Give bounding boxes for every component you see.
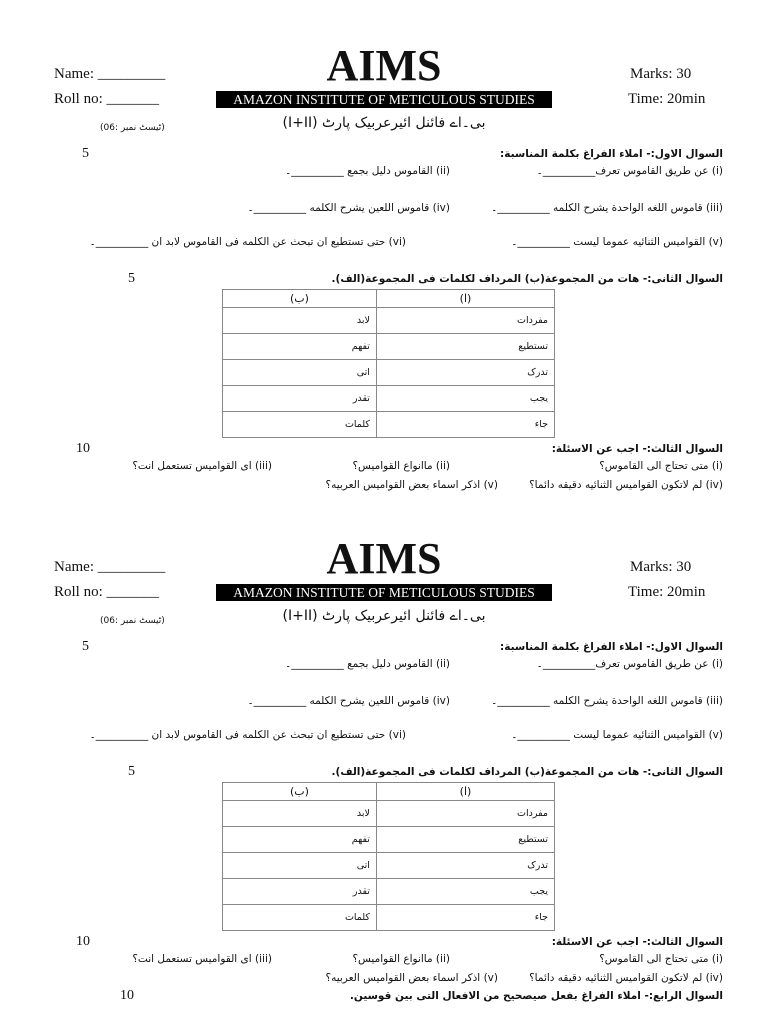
test-number: (ٹیسٹ نمبر :06) bbox=[100, 616, 165, 626]
course-subtitle: بی۔اے فائنل ائیرعربیک پارٹ (I+II) bbox=[282, 115, 486, 131]
col-a-cell: یجب bbox=[376, 386, 554, 412]
q3-item: (i) متی تحتاج الی القاموس؟ bbox=[599, 953, 723, 965]
table-row bbox=[223, 412, 555, 438]
q2-heading: السوال الثانی:- هات من المجموعة(ب) المرداف لکلمات فی المجموعة(الف). bbox=[331, 766, 723, 778]
col-a-cell: تستطیع bbox=[376, 827, 554, 853]
table-row bbox=[223, 386, 555, 412]
q3-item: (v) اذکر اسماء بعض القوامیس العربیه؟ bbox=[325, 972, 498, 984]
col-a-cell: جاء bbox=[376, 412, 554, 438]
name-field-label: Name: _________ bbox=[54, 66, 166, 82]
q3-item: (ii) ماانواع القوامیس؟ bbox=[352, 460, 450, 472]
rollno-field-label: Roll no: _______ bbox=[54, 584, 160, 600]
q1-item: (iii) قاموس اللغه الواحدة یشرح الکلمه __________۔ bbox=[491, 695, 723, 707]
institute-name: AMAZON INSTITUTE OF METICULOUS STUDIES bbox=[216, 584, 552, 601]
q1-item: (iv) قاموس اللعین یشرح الکلمه __________۔ bbox=[247, 695, 450, 707]
col-a-header: (ا) bbox=[376, 783, 554, 801]
q2-marks: 5 bbox=[128, 764, 135, 779]
time-label: Time: 20min bbox=[628, 584, 706, 600]
col-a-cell: یجب bbox=[376, 879, 554, 905]
table-row bbox=[223, 308, 555, 334]
test-sheet-1 bbox=[0, 0, 768, 490]
col-a-cell: مفردات bbox=[376, 801, 554, 827]
q1-item: (i) عن طریق القاموس تعرف__________۔ bbox=[536, 658, 723, 670]
col-a-cell: تستطیع bbox=[376, 334, 554, 360]
col-b-cell: تقدر bbox=[223, 879, 377, 905]
q1-heading: السوال الاول:- املاء الفراغ بکلمة المناسبة: bbox=[500, 641, 723, 653]
q1-item: (v) القوامیس الثنائیه عموما لیست __________۔ bbox=[511, 729, 723, 741]
q2-heading: السوال الثانی:- هات من المجموعة(ب) المرداف لکلمات فی المجموعة(الف). bbox=[331, 273, 723, 285]
q1-marks: 5 bbox=[82, 639, 89, 654]
page-title: AIMS bbox=[326, 41, 442, 90]
name-field-label: Name: _________ bbox=[54, 559, 166, 575]
col-b-header: (ب) bbox=[223, 783, 377, 801]
col-b-cell: اتی bbox=[223, 853, 377, 879]
q3-heading: السوال الثالث:- اجب عن الاسئلة: bbox=[551, 443, 723, 455]
col-b-cell: تفهم bbox=[223, 334, 377, 360]
table-row bbox=[223, 905, 555, 931]
q1-item: (vi) حتی تستطیع ان تبحث عن الکلمه فی القاموس لابد ان __________۔ bbox=[89, 729, 406, 741]
col-b-header: (ب) bbox=[223, 290, 377, 308]
table-row bbox=[223, 879, 555, 905]
table-row bbox=[223, 827, 555, 853]
table-row bbox=[223, 360, 555, 386]
table-row bbox=[223, 853, 555, 879]
institute-name: AMAZON INSTITUTE OF METICULOUS STUDIES bbox=[216, 91, 552, 108]
table-row bbox=[223, 801, 555, 827]
marks-label: Marks: 30 bbox=[630, 66, 692, 82]
q4-heading: السوال الرابع:- املاء الفراغ بفعل صیصحیح من الافعال التی بین قوسین. bbox=[349, 990, 723, 1002]
course-subtitle: بی۔اے فائنل ائیرعربیک پارٹ (I+II) bbox=[282, 608, 486, 624]
col-a-header: (ا) bbox=[376, 290, 554, 308]
col-a-cell: تدرک bbox=[376, 360, 554, 386]
q1-item: (iii) قاموس اللغه الواحدة یشرح الکلمه __________۔ bbox=[491, 202, 723, 214]
test-number: (ٹیسٹ نمبر :06) bbox=[100, 123, 165, 133]
rollno-field-label: Roll no: _______ bbox=[54, 91, 160, 107]
time-label: Time: 20min bbox=[628, 91, 706, 107]
q3-item: (iii) ای القوامیس تستعمل انت؟ bbox=[132, 460, 272, 472]
q2-marks: 5 bbox=[128, 271, 135, 286]
page-title: AIMS bbox=[326, 534, 442, 583]
col-b-cell: لابد bbox=[223, 308, 377, 334]
q3-item: (ii) ماانواع القوامیس؟ bbox=[352, 953, 450, 965]
col-b-cell: تفهم bbox=[223, 827, 377, 853]
col-a-cell: مفردات bbox=[376, 308, 554, 334]
q3-item: (iv) لم لاتکون القوامیس الثنائیه دقیقه دائما؟ bbox=[529, 479, 723, 491]
col-b-cell: لابد bbox=[223, 801, 377, 827]
q1-item: (i) عن طریق القاموس تعرف__________۔ bbox=[536, 165, 723, 177]
matching-table bbox=[222, 289, 555, 438]
q1-item: (ii) القاموس دلیل بجمع __________۔ bbox=[285, 165, 450, 177]
q3-item: (v) اذکر اسماء بعض القوامیس العربیه؟ bbox=[325, 479, 498, 491]
q1-item: (v) القوامیس الثنائیه عموما لیست __________۔ bbox=[511, 236, 723, 248]
table-row bbox=[223, 334, 555, 360]
q3-heading: السوال الثالث:- اجب عن الاسئلة: bbox=[551, 936, 723, 948]
q3-marks: 10 bbox=[76, 441, 90, 456]
q1-heading: السوال الاول:- املاء الفراغ بکلمة المناسبة: bbox=[500, 148, 723, 160]
q1-item: (vi) حتی تستطیع ان تبحث عن الکلمه فی القاموس لابد ان __________۔ bbox=[89, 236, 406, 248]
col-a-cell: جاء bbox=[376, 905, 554, 931]
q4-marks: 10 bbox=[120, 988, 134, 1003]
q3-item: (i) متی تحتاج الی القاموس؟ bbox=[599, 460, 723, 472]
q3-item: (iv) لم لاتکون القوامیس الثنائیه دقیقه دائما؟ bbox=[529, 972, 723, 984]
q1-item: (ii) القاموس دلیل بجمع __________۔ bbox=[285, 658, 450, 670]
col-b-cell: کلمات bbox=[223, 905, 377, 931]
col-b-cell: کلمات bbox=[223, 412, 377, 438]
q1-item: (iv) قاموس اللعین یشرح الکلمه __________۔ bbox=[247, 202, 450, 214]
col-a-cell: تدرک bbox=[376, 853, 554, 879]
col-b-cell: تقدر bbox=[223, 386, 377, 412]
marks-label: Marks: 30 bbox=[630, 559, 692, 575]
q3-marks: 10 bbox=[76, 934, 90, 949]
col-b-cell: اتی bbox=[223, 360, 377, 386]
q1-marks: 5 bbox=[82, 146, 89, 161]
q3-item: (iii) ای القوامیس تستعمل انت؟ bbox=[132, 953, 272, 965]
matching-table bbox=[222, 782, 555, 931]
test-sheet-2 bbox=[0, 493, 768, 1003]
